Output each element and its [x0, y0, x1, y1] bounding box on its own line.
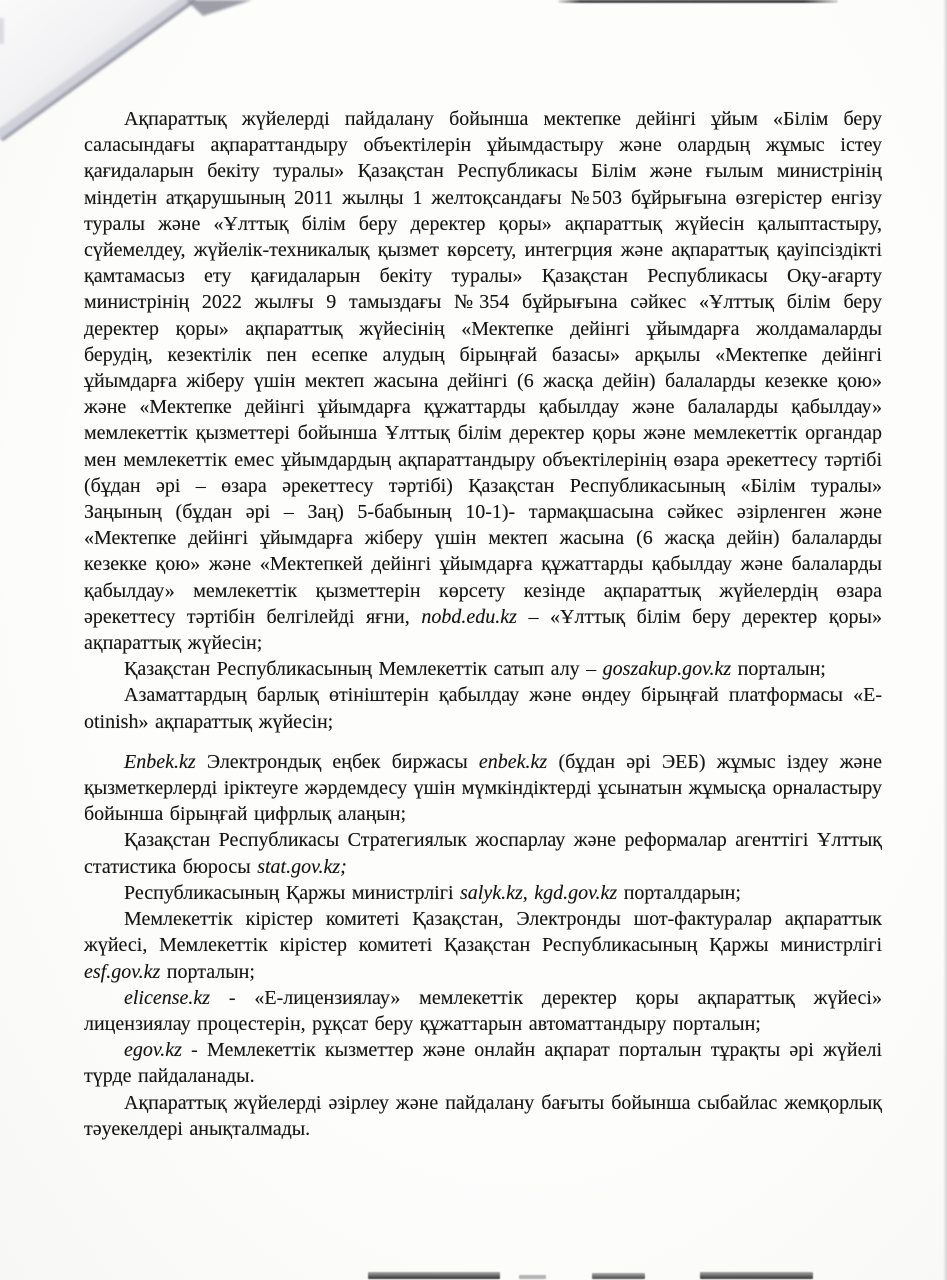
paragraph [84, 656, 882, 682]
text-run: Ақпараттық жүйелерді пайдалану бойынша мектепке дейінгі ұйым «Білім беру саласындағы ақпараттандыру объектілерін ұйымдастыру және олардың жұмыс істеу қағидаларын бекіту туралы» Қазақстан Республикасы Білім және ғылым министрінің міндетін атқарушының 2011 жылңы 1 желтоқсандағы №503 бұйрығына өзгерістер енгізу туралы және «Ұлттық білім беру деректер қоры» ақпараттық жүйесін қалыптастыру, сүйемелдеу, жүйелік-техникалық қызмет көрсету, интегрция және ақпараттық қауіпсіздікті қамтамасыз ету қағидаларын бекіту туралы» Қазақстан Республикасы Оқу-ағарту министрінің 2022 жылғы 9 тамыздағы №354 бұйрығына сәйкес «Ұлттық білім беру деректер қоры» ақпараттық жүйесінің «Мектепке дейінгі ұйымдарға жолдамаларды берудің, кезектілік пен есепке алудың бірыңғай базасы» арқылы «Мектепке дейінгі ұйымдарға жіберу үшін мектеп жасына дейінгі (6 жасқа дейін) балаларды кезекке қою» және «Мектепке дейінгі ұйымдарға құжаттарды қабылдау және балаларды қабылдау» мемлекеттік қызметтері бойынша Ұлттық білім деректер қоры және мемлекеттік органдар мен мемлекеттік емес ұйымдардың ақпараттандыру объектілерінің өзара әрекеттесу тәртібі (бұдан әрі – өзара әрекеттесу тәртібі) Қазақстан Республикасының «Білім туралы» Заңының (бұдан әрі – Заң) 5-бабының 10-1)- тармақшасына сәйкес әзірленген және «Мектепке дейінгі ұйымдарға жіберу үшін мектеп жасына (6 жасқа дейін) балаларды кезекке қою» және «Мектепкей дейінгі ұйымдарға құжаттарды қабылдау және балаларды қабылдау» мемлекеттік қызметтерін көрсету кезінде ақпараттық жүйелердің өзара әрекеттесу тәртібін белгілейді яғни, [84, 108, 882, 628]
text-run: Қазақстан Республикасының Мемлекеттік сатып алу – [124, 658, 603, 681]
italic-text-run: goszakup.gov.kz [602, 658, 732, 681]
scan-artifact-mark [519, 1275, 546, 1279]
scan-artifact-mark [592, 1273, 645, 1279]
scan-artifact-mark [700, 1272, 813, 1279]
italic-text-run: salyk.kz, kgd.gov.kz [460, 881, 618, 904]
text-run: порталдарын; [617, 881, 741, 904]
scan-line-artifact [558, 0, 838, 3]
text-run: Республикасының Қаржы министрлігі [124, 881, 460, 904]
paragraph [84, 1037, 882, 1089]
text-run: (бұдан әрі ЭЕБ) жұмыс іздеу және қызметкерлерді іріктеуге жәрдемдесу үшін мүмкіндіктерді ұсынатын жұмысқа орналастыру бойынша бірыңғай цифрлық алаңын; [84, 750, 882, 826]
text-run: Ақпараттық жүйелерді әзірлеу және пайдалану бағыты бойынша сыбайлас жемқорлық тәуекелдері анықталмады. [84, 1091, 882, 1140]
document-body [84, 106, 882, 1142]
text-run: Қазақстан Республикасы Стратегиялык жоспарлау және реформалар агенттігі Ұлттық статистика бюросы [84, 829, 882, 878]
text-run: порталын; [731, 658, 826, 681]
text-run: - «Е-лицензиялау» мемлекеттік деректер қоры ақпараттық жүйесі» лицензиялау процестерін, рұқсат беру құжаттарын автоматтандыру порталын; [84, 986, 882, 1035]
text-run: порталын; [160, 960, 255, 983]
italic-text-run: nobd.edu.kz [421, 605, 517, 628]
italic-text-run: esf.gov.kz [84, 960, 161, 983]
text-run: Мемлекеттік кірістер комитеті Қазақстан, Электронды шот-фактуралар ақпараттык жүйесі, Мемлекеттік кірістер комитеті Қазақстан Республикасының Қаржы министрлігі [84, 908, 882, 957]
paragraph [84, 1090, 882, 1142]
italic-text-run: egov.kz [124, 1039, 182, 1062]
text-run: – «Ұлттық білім беру деректер қоры» ақпараттық жүйесін; [84, 605, 882, 655]
paragraph [84, 906, 882, 985]
paragraph [84, 827, 882, 879]
text-run: Электрондық еңбек биржасы [195, 750, 479, 773]
text-run: Азаматтардың барлық өтініштерін қабылдау және өндеу бірыңғай платформасы «E-otinish» ақпараттық жүйесін; [84, 684, 882, 733]
text-run: - Мемлекеттік кызметтер және онлайн ақпарат порталын тұрақты әрі жүйелі түрде пайдаланады. [84, 1039, 882, 1088]
italic-text-run: stat.gov.kz; [257, 855, 347, 878]
paragraph [84, 682, 882, 734]
italic-text-run: Enbek.kz [124, 750, 196, 773]
paragraph [84, 880, 882, 906]
paragraph [84, 106, 882, 656]
paragraph [84, 985, 882, 1037]
scan-artifact-mark [368, 1272, 500, 1279]
scanner-edge-shading [943, 0, 947, 1280]
italic-text-run: elicense.kz [124, 986, 211, 1009]
italic-text-run: enbek.kz [478, 750, 548, 773]
paragraph [84, 749, 882, 828]
